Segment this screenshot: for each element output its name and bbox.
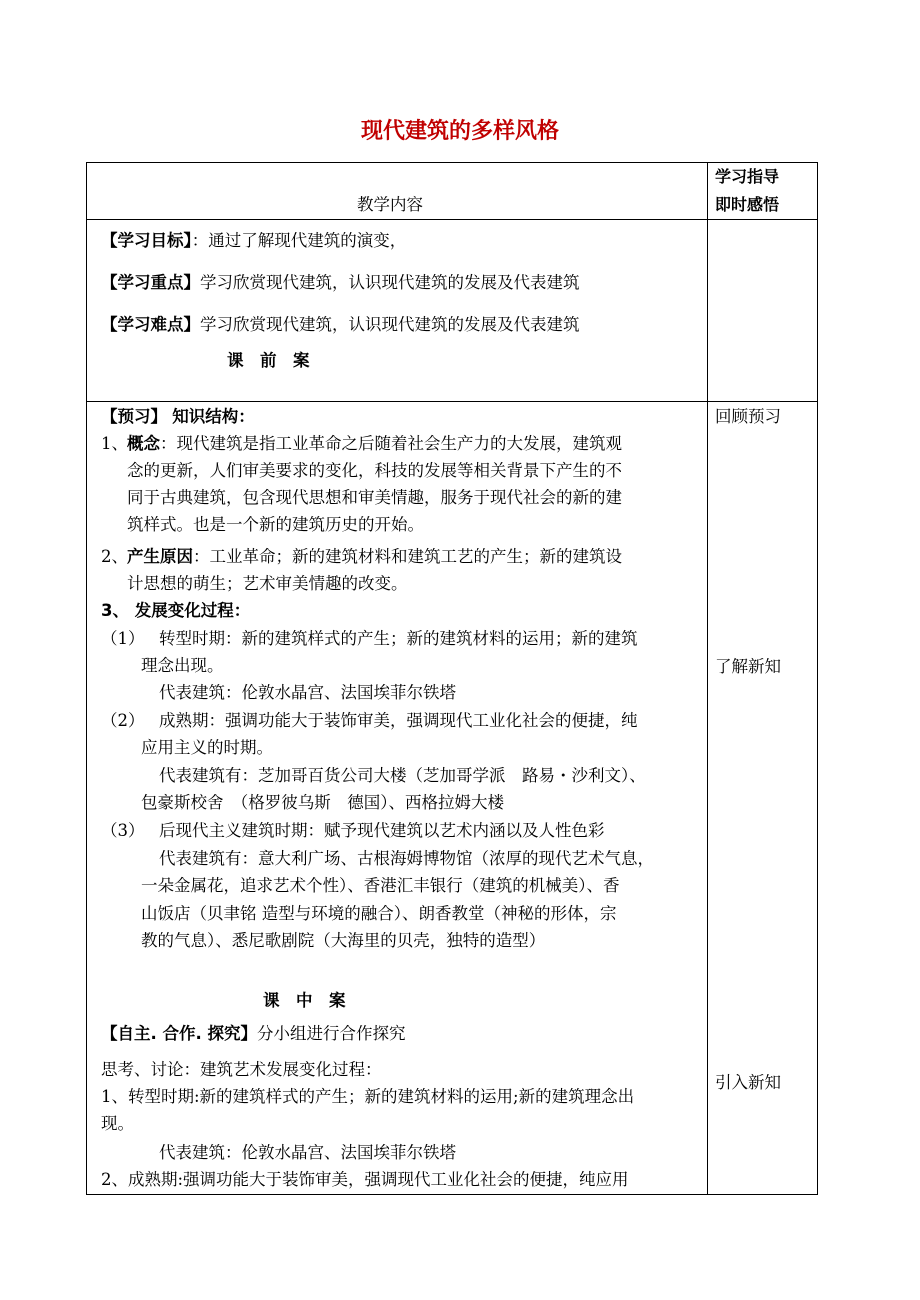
concept-line: 筑样式。也是一个新的建筑历史的开始。 [127,515,424,534]
goal-text: ：通过了解现代建筑的演变， [191,231,407,250]
stage-line: 应用主义的时期。 [141,738,273,757]
stage-representative: 教的气息）、悉尼歌剧院（大海里的贝壳，独特的造型） [141,931,546,950]
guide-note-review: 回顾预习 [715,407,781,426]
discuss-representative: 代表建筑：伦敦水晶宫、法国埃菲尔铁塔 [159,1143,456,1162]
cause-text: ：工业革命；新的建筑材料和建筑工艺的产生；新的建筑设 [193,547,622,566]
stage-representative: 代表建筑：伦敦水晶宫、法国埃菲尔铁塔 [159,683,456,702]
stage-number: （3） [101,821,145,840]
stage-representative: 代表建筑有：意大利广场、古根海姆博物馆（浓厚的现代艺术气息， [159,849,654,868]
concept-line: 同于古典建筑，包含现代思想和审美情趣，服务于现代社会的新的建 [127,488,622,507]
discuss-item: 1、转型时期:新的建筑样式的产生；新的建筑材料的运用;新的建筑理念出 [101,1087,635,1106]
stage-representative: 代表建筑有：芝加哥百货公司大楼（芝加哥学派 路易・沙利文）、 [159,766,646,785]
header-content-label: 教学内容 [357,195,423,214]
explore-text: 分小组进行合作探究 [257,1024,406,1043]
learning-difficulty [101,315,580,335]
preclass-heading: 课 前 案 [227,351,310,370]
explore-label: 【自主. 合作. 探究】 [101,1024,258,1043]
preview-text: 知识结构： [172,407,255,426]
discuss-line: 思考、讨论：建筑艺术发展变化过程： [101,1060,382,1079]
stage-number: （2） [101,711,145,730]
cause-number: 2、 [101,547,128,566]
concept-line: 念的更新，人们审美要求的变化，科技的发展等相关背景下产生的不 [127,461,622,480]
stage-representative: 一朵金属花，追求艺术个性）、香港汇丰银行（建筑的机械美）、香 [141,876,620,895]
discuss-item: 2、成熟期:强调功能大于装饰审美，强调现代工业化社会的便捷，纯应用 [101,1170,629,1189]
concept-label: 概念 [127,434,160,453]
cause-line: 计思想的萌生；艺术审美情趣的改变。 [127,574,408,593]
lesson-table [86,162,818,1195]
preview-header [101,407,255,427]
focus-text: 学习欣赏现代建筑，认识现代建筑的发展及代表建筑 [200,273,580,292]
process-heading: 3、 发展变化过程： [101,601,251,620]
explore-line [101,1024,406,1044]
guide-note-learn: 了解新知 [715,657,781,676]
focus-label: 【学习重点】 [101,273,200,292]
stage-line: 后现代主义建筑时期：赋予现代建筑以艺术内涵以及人性色彩 [159,821,605,840]
concept-text: ：现代建筑是指工业革命之后随着社会生产力的大发展，建筑观 [160,434,622,453]
inclass-heading: 课 中 案 [263,991,346,1010]
stage-line: 转型时期：新的建筑样式的产生；新的建筑材料的运用；新的建筑 [159,629,638,648]
preview-label: 【预习】 [101,407,167,426]
stage-representative: 包豪斯校舍 （格罗彼乌斯 德国）、西格拉姆大楼 [141,793,504,812]
difficulty-label: 【学习难点】 [101,315,200,334]
row-divider [87,219,817,220]
cause-label: 产生原因 [127,547,193,566]
learning-goal [101,231,406,251]
column-divider [707,163,708,1194]
stage-representative: 山饭店（贝聿铭 造型与环境的融合）、朗香教堂（神秘的形体，宗 [141,904,617,923]
difficulty-text: 学习欣赏现代建筑，认识现代建筑的发展及代表建筑 [200,315,580,334]
row-divider [87,401,817,402]
stage-number: （1） [101,629,145,648]
page-title: 现代建筑的多样风格 [360,119,559,144]
guide-note-introduce: 引入新知 [715,1073,781,1092]
discuss-item: 现。 [101,1114,134,1133]
learning-focus [101,273,580,293]
header-guide-line2: 即时感悟 [715,195,780,214]
cause-line [127,547,622,567]
concept-number: 1、 [101,434,128,453]
stage-line: 成熟期：强调功能大于装饰审美，强调现代工业化社会的便捷，纯 [159,711,638,730]
goal-label: 【学习目标】 [101,231,192,250]
header-guide-line1: 学习指导 [715,167,780,186]
concept-line [127,434,622,454]
stage-line: 理念出现。 [141,656,224,675]
